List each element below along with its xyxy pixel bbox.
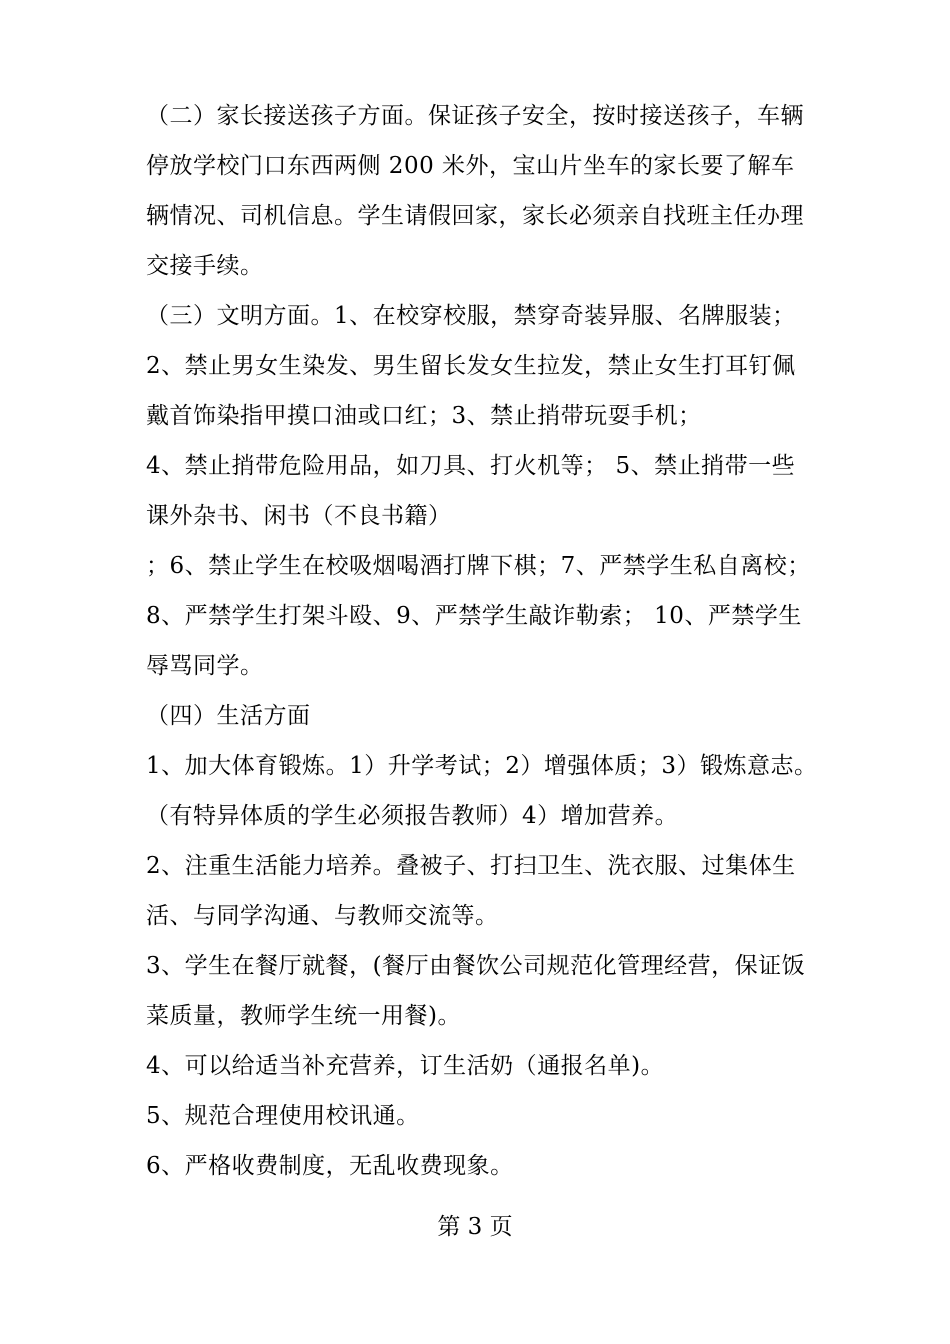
text-line-7: 戴首饰染指甲摸口油或口红；3、禁止捎带玩耍手机；: [146, 403, 702, 429]
text-line-18: 3、学生在餐厅就餐，(餐厅由餐饮公司规范化管理经营，保证饭: [146, 953, 806, 979]
text-line-6: 2、禁止男女生染发、男生留长发女生拉发，禁止女生打耳钉佩: [146, 353, 796, 379]
text-line-8: 4、禁止捎带危险用品，如刀具、打火机等； 5、禁止捎带一些: [146, 453, 796, 479]
text-line-19: 菜质量，教师学生统一用餐)。: [146, 1003, 461, 1029]
text-line-3: 辆情况、司机信息。学生请假回家，家长必须亲自找班主任办理: [146, 203, 804, 229]
text-line-16: 2、注重生活能力培养。叠被子、打扫卫生、洗衣服、过集体生: [146, 853, 796, 879]
text-line-4: 交接手续。: [146, 253, 264, 279]
text-line-12: 辱骂同学。: [146, 653, 264, 679]
text-line-9: 课外杂书、闲书（不良书籍）: [146, 503, 452, 529]
text-line-22: 6、严格收费制度，无乱收费现象。: [146, 1153, 514, 1179]
text-line-1: （二）家长接送孩子方面。保证孩子安全，按时接送孩子，车辆: [146, 103, 804, 129]
text-line-21: 5、规范合理使用校讯通。: [146, 1103, 420, 1129]
text-line-5: （三）文明方面。1、在校穿校服，禁穿奇装异服、名牌服装；: [146, 303, 796, 329]
text-line-2: 停放学校门口东西两侧 200 米外，宝山片坐车的家长要了解车: [146, 153, 795, 179]
text-line-11: 8、严禁学生打架斗殴、9、严禁学生敲诈勒索； 10、严禁学生: [146, 603, 802, 629]
text-line-17: 活、与同学沟通、与教师交流等。: [146, 903, 499, 929]
text-line-14: 1、加大体育锻炼。1）升学考试；2）增强体质；3）锻炼意志。: [146, 753, 818, 779]
page-number: 第 3 页: [437, 1214, 513, 1240]
text-line-15: （有特异体质的学生必须报告教师）4）增加营养。: [146, 803, 679, 829]
text-line-20: 4、可以给适当补充营养，订生活奶（通报名单)。: [146, 1053, 665, 1079]
text-line-10: ；6、禁止学生在校吸烟喝酒打牌下棋；7、严禁学生私自离校；: [146, 553, 811, 579]
text-line-13: （四）生活方面: [146, 703, 311, 729]
